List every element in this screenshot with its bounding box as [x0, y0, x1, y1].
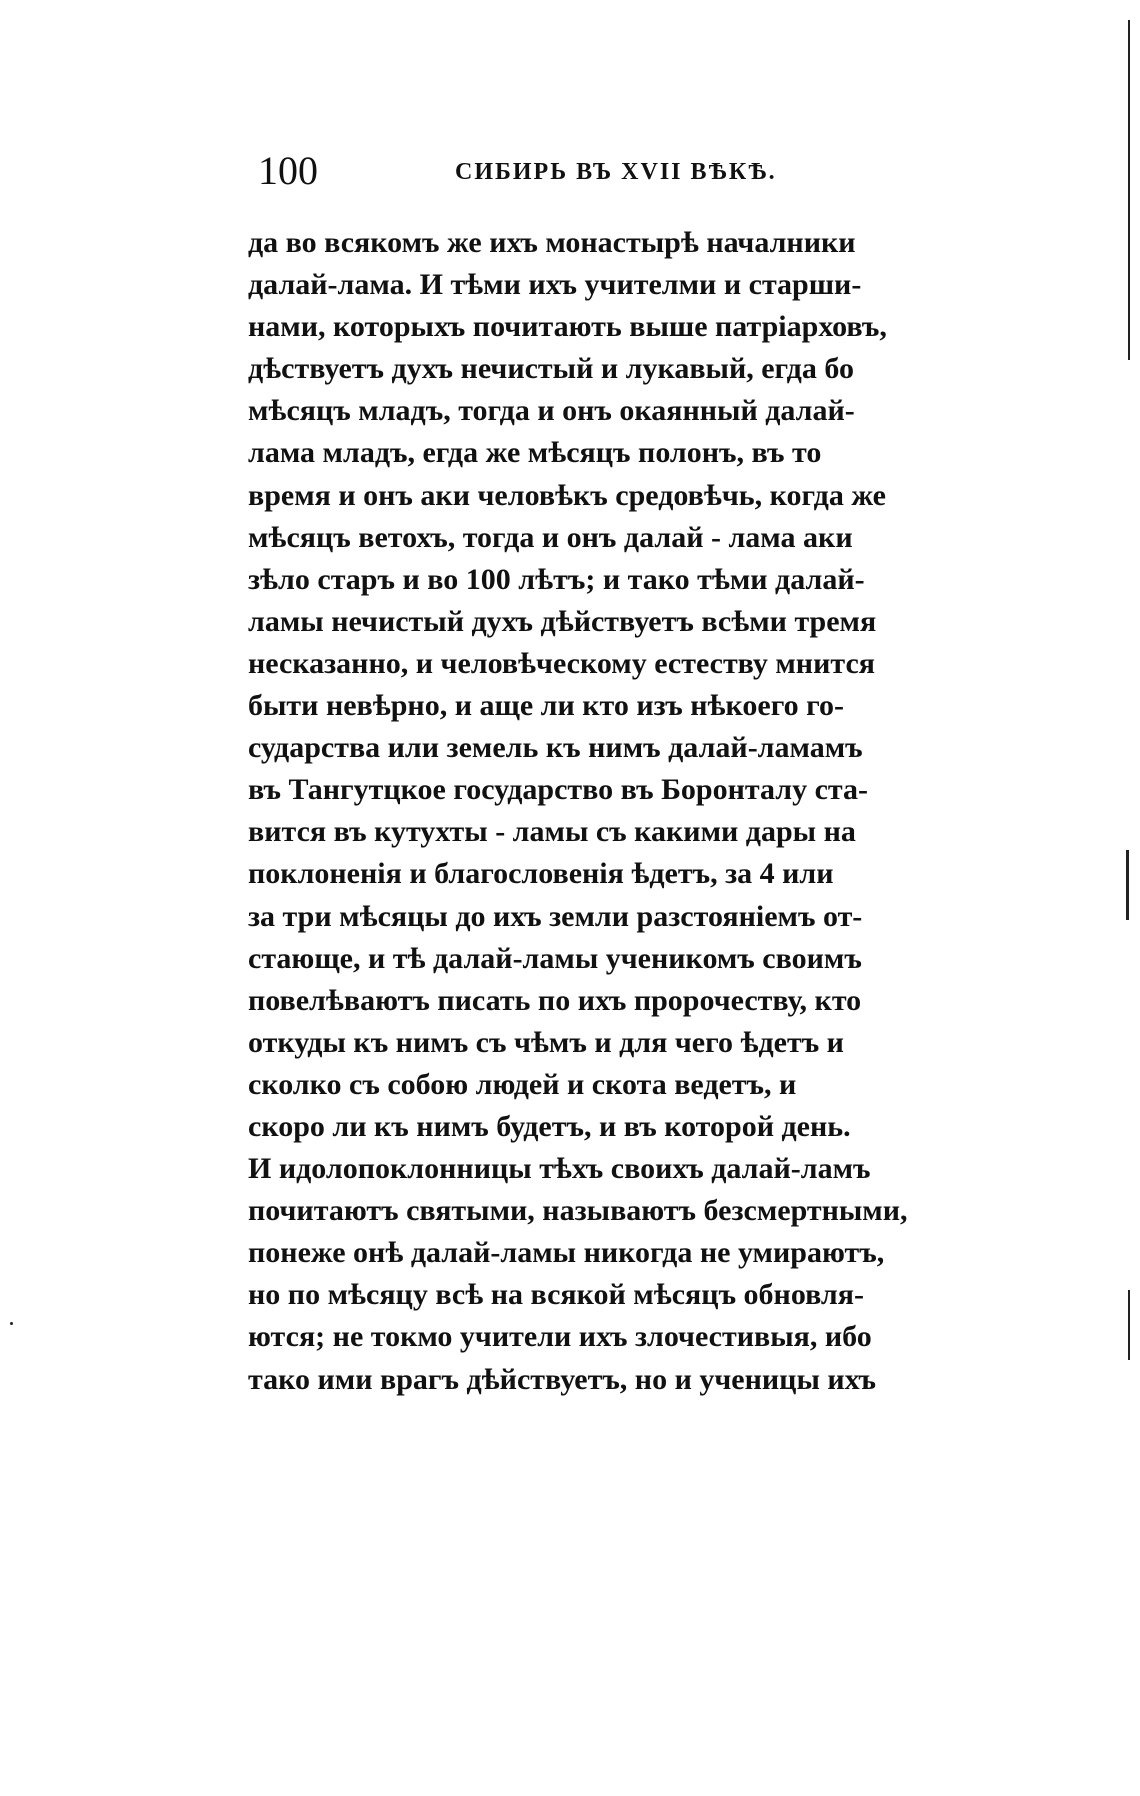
text-line: мѣсяцъ младъ, тогда и онъ окаянный далай- — [248, 394, 855, 428]
text-line: И идолопоклонницы тѣхъ своихъ далай-ламъ — [248, 1152, 871, 1186]
scan-margin-mark — [1126, 850, 1129, 920]
text-line: лама младъ, егда же мѣсяцъ полонъ, въ то — [248, 436, 822, 470]
scan-margin-mark — [1128, 20, 1130, 360]
text-line: скоро ли къ нимъ будетъ, и въ которой день. — [248, 1109, 851, 1143]
text-line: зѣло старъ и во 100 лѣтъ; и тако тѣми далай- — [248, 562, 865, 596]
text-line: да во всякомъ же ихъ монастырѣ началники — [248, 226, 856, 259]
text-line: понеже онѣ далай-ламы никогда не умираютъ, — [248, 1236, 885, 1270]
text-line: вится въ кутухты - ламы съ какими дары на — [248, 815, 856, 849]
text-line: но по мѣсяцу всѣ на всякой мѣсяцъ обновля- — [248, 1278, 864, 1312]
text-line: поклоненія и благословенія ѣдетъ, за 4 или — [248, 857, 834, 891]
scan-margin-mark — [1128, 1290, 1130, 1360]
text-line: дѣствуетъ духъ нечистый и лукавый, егда бо — [248, 352, 854, 386]
text-line: откуды къ нимъ съ чѣмъ и для чего ѣдетъ и — [248, 1025, 844, 1059]
text-line: нами, которыхъ почитають выше патріарховъ, — [248, 310, 887, 344]
scan-dot — [10, 1322, 13, 1325]
running-title: СИБИРЬ ВЪ XVII ВѢКѢ. — [455, 159, 777, 185]
text-line: тако ими врагъ дѣйствуетъ, но и ученицы ихъ — [248, 1362, 877, 1396]
text-line: быти невѣрно, и аще ли кто изъ нѣкоего го- — [248, 689, 844, 723]
text-line: почитаютъ святыми, называютъ безсмертными, — [248, 1194, 908, 1228]
text-line: въ Тангутцкое государство въ Боронталу ста- — [248, 773, 869, 807]
text-line: сколко съ собою людей и скота ведетъ, и — [248, 1067, 797, 1101]
text-line: несказанно, и человѣческому естеству мнится — [248, 646, 876, 680]
text-line: за три мѣсяцы до ихъ земли разстояніемъ от- — [248, 899, 863, 933]
body-text — [248, 222, 968, 1401]
text-line: ются; не токмо учители ихъ злочестивыя, ибо — [248, 1320, 872, 1354]
text-line: сударства или земель къ нимъ далай-ламамъ — [248, 731, 863, 765]
text-line: время и онъ аки человѣкъ средовѣчь, когда же — [248, 478, 886, 512]
page-number: 100 — [258, 148, 318, 193]
text-line: повелѣваютъ писать по ихъ пророчеству, кто — [248, 983, 862, 1017]
text-line: далай-лама. И тѣми ихъ учителми и старши- — [248, 268, 862, 302]
text-line: ламы нечистый духъ дѣйствуетъ всѣми тремя — [248, 604, 877, 638]
text-line: мѣсяцъ ветохъ, тогда и онъ далай - лама аки — [248, 520, 853, 554]
page-header — [0, 146, 1140, 196]
text-line: стающе, и тѣ далай-ламы ученикомъ своимъ — [248, 941, 862, 975]
